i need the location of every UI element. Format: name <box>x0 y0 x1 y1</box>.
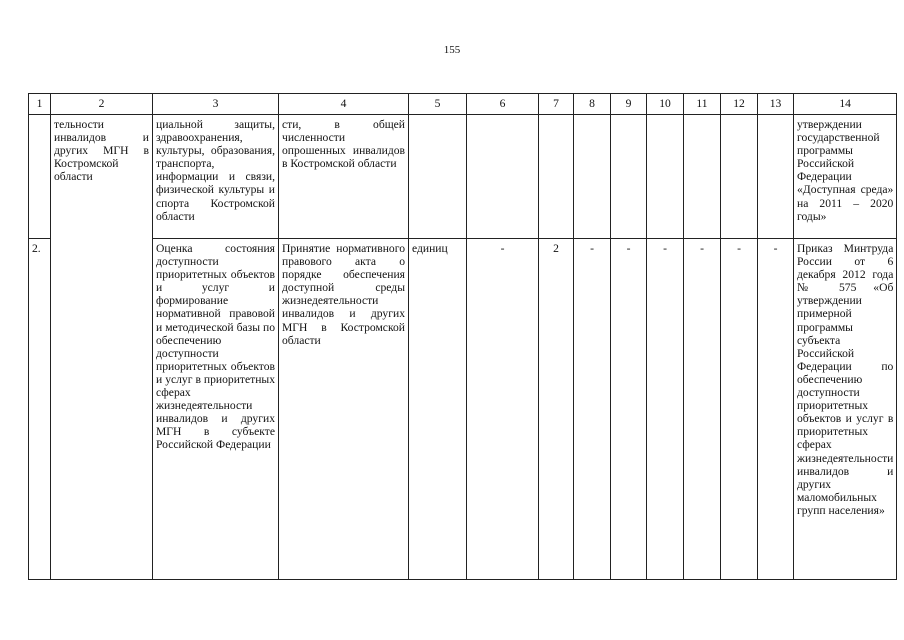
header-cell: 9 <box>611 94 647 115</box>
cell-row-number <box>29 115 51 239</box>
activities-table <box>28 93 897 580</box>
cell-empty <box>409 115 467 239</box>
cell-value: - <box>758 239 794 580</box>
header-cell: 14 <box>794 94 897 115</box>
cell-empty <box>721 115 758 239</box>
header-cell: 1 <box>29 94 51 115</box>
cell-empty <box>574 115 611 239</box>
cell-basis: Приказ Минтруда России от 6 декабря 2012 года № 575 «Об утверждении примерной программы субъекта Российской Федерации по обеспечению доступности приоритетных объектов и услуг в приоритетных сферах жизнедеятельности инвалидов и других маломобильных групп населения» <box>794 239 897 580</box>
page-number: 155 <box>443 44 461 56</box>
cell-indicator: Принятие нормативного правового акта о порядке обеспечения доступной среды жизнедеятельности инвалидов и других МГН в Костромской области <box>279 239 409 580</box>
header-cell: 3 <box>153 94 279 115</box>
header-cell: 2 <box>51 94 153 115</box>
header-cell: 13 <box>758 94 794 115</box>
cell-goal: тельности инвалидов и других МГН в Костромской области <box>51 115 153 580</box>
document-table-wrapper <box>28 93 897 580</box>
cell-value: - <box>574 239 611 580</box>
cell-value: 2 <box>539 239 574 580</box>
table-row <box>29 239 897 580</box>
cell-unit: единиц <box>409 239 467 580</box>
header-cell: 7 <box>539 94 574 115</box>
cell-empty <box>647 115 684 239</box>
cell-empty <box>758 115 794 239</box>
cell-row-number: 2. <box>29 239 51 580</box>
column-number-row <box>29 94 897 115</box>
cell-empty <box>467 115 539 239</box>
cell-empty <box>539 115 574 239</box>
cell-empty <box>611 115 647 239</box>
cell-executors: циальной защиты, здравоохранения, культуры, образования, транспорта, информации и связи, физической культуры и спорта Костромской области <box>153 115 279 239</box>
header-cell: 4 <box>279 94 409 115</box>
header-cell: 5 <box>409 94 467 115</box>
header-cell: 12 <box>721 94 758 115</box>
cell-indicator: сти, в общей численности опрошенных инвалидов в Костромской области <box>279 115 409 239</box>
cell-value: - <box>721 239 758 580</box>
header-cell: 10 <box>647 94 684 115</box>
cell-value: - <box>684 239 721 580</box>
header-cell: 8 <box>574 94 611 115</box>
cell-value: - <box>611 239 647 580</box>
cell-measure: Оценка состояния доступности приоритетных объектов и услуг и формирование нормативной правовой и методической базы по обеспечению доступности приоритетных объектов и услуг в приоритетных сферах жизнедеятельности инвалидов и других МГН в субъекте Российской Федерации <box>153 239 279 580</box>
header-cell: 11 <box>684 94 721 115</box>
cell-value: - <box>647 239 684 580</box>
cell-basis: утверждении государственной программы Российской Федерации «Доступная среда» на 2011 – 2020 годы» <box>794 115 897 239</box>
table-row <box>29 115 897 239</box>
cell-value: - <box>467 239 539 580</box>
header-cell: 6 <box>467 94 539 115</box>
cell-empty <box>684 115 721 239</box>
